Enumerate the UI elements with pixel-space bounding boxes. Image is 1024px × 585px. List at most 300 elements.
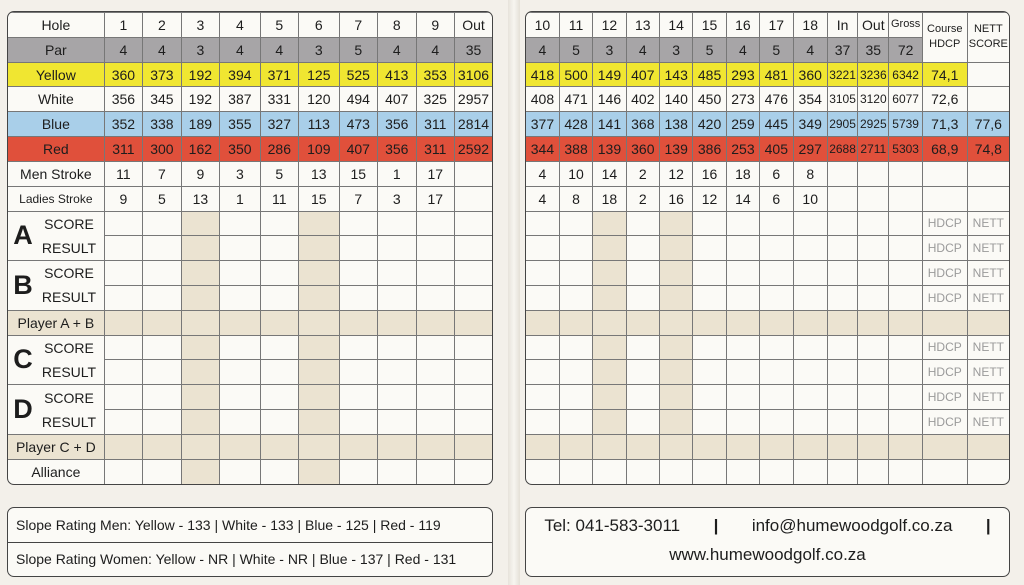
- in-entry-cell[interactable]: [827, 285, 857, 310]
- score-entry-cell[interactable]: [339, 285, 377, 310]
- score-entry-cell[interactable]: [660, 310, 693, 335]
- hdcp-entry-cell[interactable]: [922, 310, 967, 335]
- score-entry-cell[interactable]: [339, 211, 377, 236]
- score-entry-cell[interactable]: [104, 360, 142, 385]
- row-player-entry-back: [526, 211, 1009, 236]
- gross-header: Gross: [889, 13, 922, 38]
- score-entry-cell[interactable]: [104, 261, 142, 286]
- nett-entry-cell[interactable]: NETT: [967, 360, 1009, 385]
- out-entry-cell[interactable]: [454, 211, 492, 236]
- score-entry-cell[interactable]: [181, 310, 219, 335]
- gross-entry-cell[interactable]: [889, 335, 922, 360]
- score-entry-cell[interactable]: [793, 335, 827, 360]
- score-entry-cell[interactable]: [378, 310, 416, 335]
- out-entry-cell[interactable]: [454, 310, 492, 335]
- hole-6-value: 3: [299, 37, 340, 62]
- score-entry-cell[interactable]: [143, 410, 181, 435]
- score-entry-cell[interactable]: [339, 434, 377, 459]
- score-entry-cell[interactable]: [104, 335, 142, 360]
- score-entry-cell[interactable]: [104, 211, 142, 236]
- hole-number: 11: [559, 13, 592, 38]
- nett-entry-cell[interactable]: NETT: [967, 385, 1009, 410]
- score-entry-cell[interactable]: [693, 211, 726, 236]
- score-entry-cell[interactable]: [760, 285, 793, 310]
- out-entry-cell[interactable]: [858, 335, 889, 360]
- out-entry-cell[interactable]: [858, 434, 889, 459]
- out-entry-cell[interactable]: [858, 285, 889, 310]
- out-entry-cell[interactable]: [454, 360, 492, 385]
- gross-entry-cell[interactable]: [889, 211, 922, 236]
- hole-3-value: 192: [181, 62, 219, 87]
- row-combined: [8, 434, 492, 459]
- score-entry-cell[interactable]: [726, 285, 759, 310]
- in-entry-cell[interactable]: [827, 385, 857, 410]
- score-entry-cell[interactable]: [416, 434, 454, 459]
- score-entry-cell[interactable]: [793, 285, 827, 310]
- score-entry-cell[interactable]: [104, 385, 142, 410]
- score-entry-cell[interactable]: [143, 459, 181, 484]
- in-entry-cell[interactable]: [827, 410, 857, 435]
- score-entry-cell[interactable]: [299, 360, 340, 385]
- score-entry-cell[interactable]: [104, 236, 142, 261]
- row-combined-back: [526, 459, 1009, 484]
- score-entry-cell[interactable]: [378, 360, 416, 385]
- gross-entry-cell[interactable]: [889, 261, 922, 286]
- score-entry-cell[interactable]: [626, 459, 659, 484]
- score-entry-cell[interactable]: [793, 360, 827, 385]
- hole-2-value: 373: [143, 62, 181, 87]
- score-entry-cell[interactable]: [378, 434, 416, 459]
- score-entry-cell[interactable]: [760, 335, 793, 360]
- score-entry-cell[interactable]: [104, 285, 142, 310]
- score-entry-cell[interactable]: [299, 211, 340, 236]
- nett-entry-cell[interactable]: NETT: [967, 335, 1009, 360]
- score-entry-cell[interactable]: [559, 360, 592, 385]
- gross-entry-cell[interactable]: [889, 434, 922, 459]
- score-entry-cell[interactable]: [104, 434, 142, 459]
- score-entry-cell[interactable]: [416, 459, 454, 484]
- score-entry-cell[interactable]: [526, 459, 559, 484]
- hole-3-value: 162: [181, 137, 219, 162]
- score-entry-cell[interactable]: [378, 285, 416, 310]
- score-entry-cell[interactable]: [660, 261, 693, 286]
- hole-1-value: 9: [104, 186, 142, 211]
- score-entry-cell[interactable]: [143, 360, 181, 385]
- score-entry-cell[interactable]: [660, 236, 693, 261]
- score-entry-cell[interactable]: [416, 410, 454, 435]
- hdcp-entry-cell[interactable]: HDCP: [922, 360, 967, 385]
- nett-entry-cell[interactable]: [967, 434, 1009, 459]
- in-entry-cell[interactable]: [827, 335, 857, 360]
- score-entry-cell[interactable]: [104, 310, 142, 335]
- score-entry-cell[interactable]: [339, 261, 377, 286]
- score-entry-cell[interactable]: [693, 261, 726, 286]
- hole-header-label: Hole: [8, 13, 104, 38]
- score-entry-cell[interactable]: [626, 236, 659, 261]
- nett-entry-cell[interactable]: [967, 459, 1009, 484]
- score-entry-cell[interactable]: [526, 360, 559, 385]
- score-entry-cell[interactable]: [299, 285, 340, 310]
- score-entry-cell[interactable]: [593, 236, 626, 261]
- score-entry-cell[interactable]: [660, 459, 693, 484]
- in-entry-cell[interactable]: [827, 211, 857, 236]
- score-entry-cell[interactable]: [760, 410, 793, 435]
- hole-8-value: 413: [378, 62, 416, 87]
- score-entry-cell[interactable]: [220, 310, 261, 335]
- hole-9-value: 353: [416, 62, 454, 87]
- score-entry-cell[interactable]: [626, 410, 659, 435]
- hdcp-entry-cell[interactable]: [922, 459, 967, 484]
- score-entry-cell[interactable]: [260, 360, 298, 385]
- in-entry-cell[interactable]: [827, 236, 857, 261]
- out-entry-cell[interactable]: [858, 360, 889, 385]
- score-entry-cell[interactable]: [220, 434, 261, 459]
- score-entry-cell[interactable]: [220, 236, 261, 261]
- score-entry-cell[interactable]: [181, 410, 219, 435]
- out-entry-cell[interactable]: [454, 236, 492, 261]
- score-entry-cell[interactable]: [104, 459, 142, 484]
- score-entry-cell[interactable]: [378, 211, 416, 236]
- score-entry-cell[interactable]: [526, 434, 559, 459]
- score-entry-cell[interactable]: [593, 410, 626, 435]
- score-entry-cell[interactable]: [220, 385, 261, 410]
- score-entry-cell[interactable]: [726, 335, 759, 360]
- score-entry-cell[interactable]: [143, 310, 181, 335]
- nett-entry-cell[interactable]: NETT: [967, 236, 1009, 261]
- score-entry-cell[interactable]: [559, 434, 592, 459]
- hole-number: 15: [693, 13, 726, 38]
- in-entry-cell[interactable]: [827, 261, 857, 286]
- hole-2-value: 7: [143, 161, 181, 186]
- hole-10-value: 408: [526, 87, 559, 112]
- out-entry-cell[interactable]: [454, 410, 492, 435]
- score-entry-cell[interactable]: [181, 360, 219, 385]
- score-entry-cell[interactable]: [793, 459, 827, 484]
- score-entry-cell[interactable]: [593, 360, 626, 385]
- score-entry-cell[interactable]: [181, 211, 219, 236]
- score-entry-cell[interactable]: [626, 261, 659, 286]
- score-entry-cell[interactable]: [339, 410, 377, 435]
- score-entry-cell[interactable]: [726, 261, 759, 286]
- score-entry-cell[interactable]: [220, 285, 261, 310]
- score-entry-cell[interactable]: [260, 434, 298, 459]
- score-entry-cell[interactable]: [726, 459, 759, 484]
- score-entry-cell[interactable]: [299, 434, 340, 459]
- hdcp-entry-cell[interactable]: [922, 434, 967, 459]
- score-entry-cell[interactable]: [339, 310, 377, 335]
- score-entry-cell[interactable]: [760, 236, 793, 261]
- out-entry-cell[interactable]: [858, 459, 889, 484]
- score-entry-cell[interactable]: [260, 211, 298, 236]
- out-entry-cell[interactable]: [858, 385, 889, 410]
- score-entry-cell[interactable]: [416, 360, 454, 385]
- hole-4-value: 350: [220, 137, 261, 162]
- score-entry-cell[interactable]: [339, 335, 377, 360]
- score-entry-cell[interactable]: [378, 236, 416, 261]
- score-entry-cell[interactable]: [339, 459, 377, 484]
- score-entry-cell[interactable]: [181, 459, 219, 484]
- score-entry-cell[interactable]: [299, 261, 340, 286]
- score-entry-cell[interactable]: [793, 385, 827, 410]
- score-entry-cell[interactable]: [693, 434, 726, 459]
- out-entry-cell[interactable]: [858, 211, 889, 236]
- score-entry-cell[interactable]: [593, 434, 626, 459]
- score-entry-cell[interactable]: [299, 410, 340, 435]
- score-entry-cell[interactable]: [416, 236, 454, 261]
- score-entry-cell[interactable]: [378, 410, 416, 435]
- score-entry-cell[interactable]: [726, 385, 759, 410]
- score-entry-cell[interactable]: [526, 236, 559, 261]
- hdcp-entry-cell[interactable]: HDCP: [922, 410, 967, 435]
- score-entry-cell[interactable]: [339, 236, 377, 261]
- hole-16-par: 4: [726, 37, 759, 62]
- score-entry-cell[interactable]: [260, 385, 298, 410]
- gross-entry-cell[interactable]: [889, 459, 922, 484]
- score-entry-cell[interactable]: [593, 385, 626, 410]
- empty-cell: [967, 186, 1009, 211]
- score-entry-cell[interactable]: [181, 335, 219, 360]
- score-entry-cell[interactable]: [143, 385, 181, 410]
- score-entry-cell[interactable]: [220, 335, 261, 360]
- score-entry-cell[interactable]: [660, 211, 693, 236]
- score-entry-cell[interactable]: [378, 385, 416, 410]
- score-entry-cell[interactable]: [559, 335, 592, 360]
- score-entry-cell[interactable]: [693, 385, 726, 410]
- score-entry-cell[interactable]: [760, 360, 793, 385]
- score-entry-cell[interactable]: [416, 285, 454, 310]
- nett-entry-cell[interactable]: [967, 310, 1009, 335]
- score-entry-cell[interactable]: [559, 410, 592, 435]
- score-entry-cell[interactable]: [726, 310, 759, 335]
- score-entry-cell[interactable]: [626, 211, 659, 236]
- score-entry-cell[interactable]: [378, 459, 416, 484]
- score-entry-cell[interactable]: [220, 211, 261, 236]
- hole-1-value: 11: [104, 161, 142, 186]
- score-entry-cell[interactable]: [559, 459, 592, 484]
- score-entry-cell[interactable]: [526, 410, 559, 435]
- score-entry-cell[interactable]: [626, 360, 659, 385]
- score-entry-cell[interactable]: [660, 385, 693, 410]
- hole-4-value: 394: [220, 62, 261, 87]
- score-entry-cell[interactable]: [416, 335, 454, 360]
- score-entry-cell[interactable]: [181, 261, 219, 286]
- score-entry-cell[interactable]: [104, 410, 142, 435]
- score-entry-cell[interactable]: [416, 261, 454, 286]
- score-entry-cell[interactable]: [220, 410, 261, 435]
- score-entry-cell[interactable]: [693, 410, 726, 435]
- combined-label: Alliance: [8, 459, 104, 484]
- score-entry-cell[interactable]: [339, 385, 377, 410]
- score-entry-cell[interactable]: [416, 385, 454, 410]
- score-entry-cell[interactable]: [593, 261, 626, 286]
- out-entry-cell[interactable]: [454, 335, 492, 360]
- score-entry-cell[interactable]: [760, 385, 793, 410]
- score-entry-cell[interactable]: [526, 385, 559, 410]
- score-entry-cell[interactable]: [416, 310, 454, 335]
- score-entry-cell[interactable]: [626, 335, 659, 360]
- score-entry-cell[interactable]: [526, 211, 559, 236]
- website-link[interactable]: www.humewoodgolf.co.za: [669, 545, 866, 564]
- in-entry-cell[interactable]: [827, 360, 857, 385]
- score-entry-cell[interactable]: [693, 360, 726, 385]
- score-entry-cell[interactable]: [299, 459, 340, 484]
- score-entry-cell[interactable]: [526, 310, 559, 335]
- out-entry-cell[interactable]: [454, 459, 492, 484]
- score-entry-cell[interactable]: [378, 261, 416, 286]
- in-entry-cell[interactable]: [827, 459, 857, 484]
- hole-18-par: 4: [793, 37, 827, 62]
- score-entry-cell[interactable]: [526, 335, 559, 360]
- score-entry-cell[interactable]: [693, 335, 726, 360]
- score-entry-cell[interactable]: [181, 385, 219, 410]
- score-entry-cell[interactable]: [593, 285, 626, 310]
- score-entry-cell[interactable]: [693, 236, 726, 261]
- score-entry-cell[interactable]: [416, 211, 454, 236]
- hole-12-value: 149: [593, 62, 626, 87]
- score-entry-cell[interactable]: [593, 211, 626, 236]
- score-entry-cell[interactable]: [760, 434, 793, 459]
- score-entry-cell[interactable]: [660, 335, 693, 360]
- score-entry-cell[interactable]: [793, 310, 827, 335]
- score-entry-cell[interactable]: [181, 236, 219, 261]
- gross-entry-cell[interactable]: [889, 285, 922, 310]
- hdcp-entry-cell[interactable]: HDCP: [922, 236, 967, 261]
- score-entry-cell[interactable]: [220, 261, 261, 286]
- score-entry-cell[interactable]: [143, 335, 181, 360]
- score-entry-cell[interactable]: [660, 434, 693, 459]
- hole-4-value: 387: [220, 87, 261, 112]
- score-entry-cell[interactable]: [793, 211, 827, 236]
- score-entry-cell[interactable]: [593, 310, 626, 335]
- score-entry-cell[interactable]: [260, 236, 298, 261]
- score-entry-cell[interactable]: [693, 459, 726, 484]
- score-entry-cell[interactable]: [793, 261, 827, 286]
- score-entry-cell[interactable]: [378, 335, 416, 360]
- out-entry-cell[interactable]: [454, 261, 492, 286]
- in-entry-cell[interactable]: [827, 434, 857, 459]
- score-entry-cell[interactable]: [260, 261, 298, 286]
- score-entry-cell[interactable]: [220, 459, 261, 484]
- out-entry-cell[interactable]: [454, 285, 492, 310]
- hole-number: 7: [339, 13, 377, 38]
- score-entry-cell[interactable]: [593, 459, 626, 484]
- score-entry-cell[interactable]: [260, 459, 298, 484]
- score-entry-cell[interactable]: [339, 360, 377, 385]
- nett-entry-cell[interactable]: NETT: [967, 211, 1009, 236]
- score-entry-cell[interactable]: [220, 360, 261, 385]
- hdcp-entry-cell[interactable]: HDCP: [922, 211, 967, 236]
- score-entry-cell[interactable]: [299, 236, 340, 261]
- score-entry-cell[interactable]: [260, 285, 298, 310]
- score-entry-cell[interactable]: [143, 236, 181, 261]
- score-entry-cell[interactable]: [143, 434, 181, 459]
- out-entry-cell[interactable]: [454, 434, 492, 459]
- score-entry-cell[interactable]: [260, 410, 298, 435]
- score-entry-cell[interactable]: [626, 310, 659, 335]
- hdcp-entry-cell[interactable]: HDCP: [922, 385, 967, 410]
- score-entry-cell[interactable]: [260, 310, 298, 335]
- score-entry-cell[interactable]: [593, 335, 626, 360]
- score-entry-cell[interactable]: [726, 434, 759, 459]
- out-entry-cell[interactable]: [858, 261, 889, 286]
- out-entry-cell[interactable]: [858, 236, 889, 261]
- hole-5-value: 286: [260, 137, 298, 162]
- score-entry-cell[interactable]: [760, 261, 793, 286]
- score-entry-cell[interactable]: [559, 285, 592, 310]
- score-entry-cell[interactable]: [526, 285, 559, 310]
- score-entry-cell[interactable]: [559, 261, 592, 286]
- score-entry-cell[interactable]: [793, 410, 827, 435]
- score-entry-cell[interactable]: [181, 434, 219, 459]
- result-label: RESULT: [41, 363, 97, 380]
- score-entry-cell[interactable]: [660, 360, 693, 385]
- score-entry-cell[interactable]: [299, 335, 340, 360]
- row-player-entry-back: [526, 335, 1009, 360]
- hdcp-entry-cell[interactable]: HDCP: [922, 285, 967, 310]
- nett-entry-cell[interactable]: NETT: [967, 261, 1009, 286]
- score-entry-cell[interactable]: [559, 310, 592, 335]
- score-entry-cell[interactable]: [626, 434, 659, 459]
- out-entry-cell[interactable]: [454, 385, 492, 410]
- score-entry-cell[interactable]: [726, 410, 759, 435]
- score-entry-cell[interactable]: [299, 385, 340, 410]
- gross-entry-cell[interactable]: [889, 310, 922, 335]
- score-entry-cell[interactable]: [181, 285, 219, 310]
- gross-entry-cell[interactable]: [889, 385, 922, 410]
- score-entry-cell[interactable]: [726, 360, 759, 385]
- score-entry-cell[interactable]: [260, 335, 298, 360]
- row-yellow: [8, 62, 492, 87]
- score-entry-cell[interactable]: [559, 385, 592, 410]
- score-entry-cell[interactable]: [660, 285, 693, 310]
- out-entry-cell[interactable]: [858, 310, 889, 335]
- score-entry-cell[interactable]: [760, 459, 793, 484]
- score-entry-cell[interactable]: [793, 434, 827, 459]
- score-entry-cell[interactable]: [626, 285, 659, 310]
- gross-entry-cell[interactable]: [889, 410, 922, 435]
- hdcp-entry-cell[interactable]: HDCP: [922, 335, 967, 360]
- score-entry-cell[interactable]: [726, 236, 759, 261]
- nett-entry-cell[interactable]: NETT: [967, 410, 1009, 435]
- score-entry-cell[interactable]: [526, 261, 559, 286]
- hdcp-entry-cell[interactable]: HDCP: [922, 261, 967, 286]
- score-entry-cell[interactable]: [760, 310, 793, 335]
- row-combined: [8, 310, 492, 335]
- score-entry-cell[interactable]: [299, 310, 340, 335]
- email-link[interactable]: info@humewoodgolf.co.za: [751, 516, 953, 535]
- score-entry-cell[interactable]: [760, 211, 793, 236]
- score-entry-cell[interactable]: [726, 211, 759, 236]
- score-entry-cell[interactable]: [559, 211, 592, 236]
- gross-entry-cell[interactable]: [889, 360, 922, 385]
- score-entry-cell[interactable]: [693, 310, 726, 335]
- score-entry-cell[interactable]: [559, 236, 592, 261]
- nett-entry-cell[interactable]: NETT: [967, 285, 1009, 310]
- score-entry-cell[interactable]: [143, 285, 181, 310]
- course-hdcp: 72,6: [922, 87, 967, 112]
- score-entry-cell[interactable]: [660, 410, 693, 435]
- row-blue-back: [526, 112, 1009, 137]
- gross-entry-cell[interactable]: [889, 236, 922, 261]
- score-entry-cell[interactable]: [793, 236, 827, 261]
- in-entry-cell[interactable]: [827, 310, 857, 335]
- score-entry-cell[interactable]: [143, 261, 181, 286]
- score-entry-cell[interactable]: [693, 285, 726, 310]
- score-entry-cell[interactable]: [143, 211, 181, 236]
- hole-number: 6: [299, 13, 340, 38]
- score-entry-cell[interactable]: [626, 385, 659, 410]
- out-entry-cell[interactable]: [858, 410, 889, 435]
